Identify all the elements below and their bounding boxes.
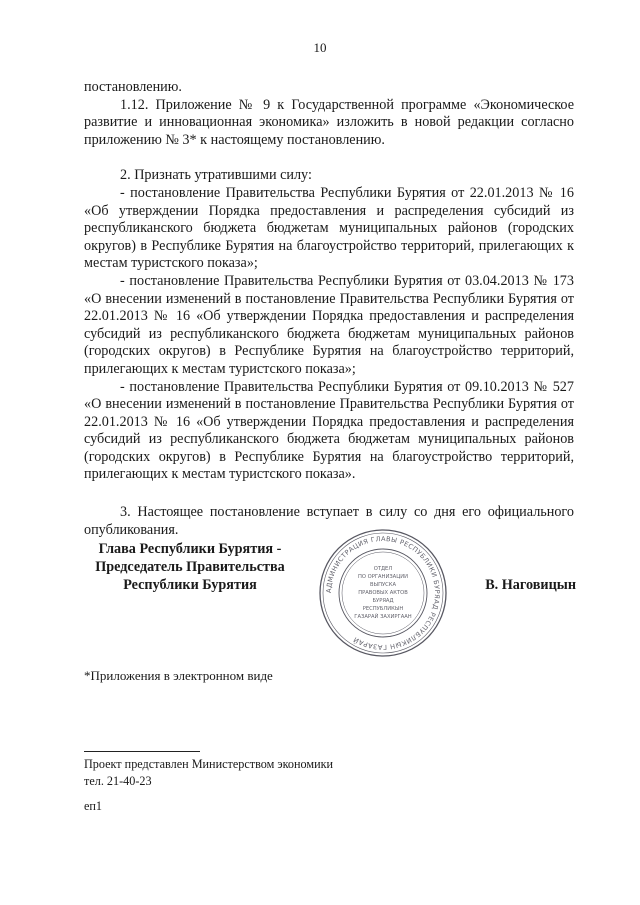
seal-center-line-3: ВЫПУСКА [369,582,397,588]
signature-block [84,534,576,652]
seal-center-line-5: БУРЯАД [372,598,394,604]
seal-center-line-4: ПРАВОВЫХ АКТОВ [358,590,408,596]
official-seal-stamp [316,526,450,660]
seal-center-line-2: ПО ОРГАНИЗАЦИИ [357,574,409,580]
seal-center-line-6: РЕСПУБЛИКЫН [362,606,404,612]
seal-ring-text: АДМИНИСТРАЦИЯ ГЛАВЫ РЕСПУБЛИКИ БУРЯАД РЕСПУБЛИКЫН ГАЗАРАЙ [324,534,442,652]
signer-title [84,541,296,594]
phone-line: тел. 21-40-23 [84,773,152,788]
footer-note [84,756,333,789]
repealed-act-3: - постановление Правительства Республики Бурятия от 09.10.2013 № 527 «О внесении изменений в постановление Правительства Республики Бурятия от 22.01.2013 № 16 «Об утверждении Порядка предоставления и распределения субсидий из республиканского бюджета бюджетам муниципальных районов (городских округов) в Республике Бурятия на благоустройство территорий, прилегающих к местам туристского показа». [84,378,574,483]
project-submitter-line: Проект представлен Министерством экономики [84,757,334,771]
paragraph-2-intro: 2. Признать утратившими силу: [120,167,312,184]
repealed-act-1: - постановление Правительства Республики Бурятия от 22.01.2013 № 16 «Об утверждении Порядка предоставления и распределения субсидий из республиканского бюджета бюджетам муниципальных районов (городских округов) в Республике Бурятия на благоустройство территорий, прилегающих к местам туристского показа»; [84,184,574,272]
signer-title-line-1: Глава Республики Бурятия - [98,541,282,557]
page-number: 10 [313,40,327,55]
seal-center-line-1: ОТДЕЛ [373,566,393,572]
signer-title-line-2: Председатель Правительства [95,558,285,575]
signer-title-line-3: Республики Бурятия [123,576,257,593]
footer-divider [84,751,200,752]
paragraph-3: 3. Настоящее постановление вступает в силу со дня его официального опубликования. [84,504,574,538]
document-code: еп1 [84,799,103,813]
continuation-text: постановлению. [84,79,182,95]
paragraph-1-12: 1.12. Приложение № 9 к Государственной программе «Экономическое развитие и инновационная экономика» изложить в новой редакции согласно приложению № 3* к настоящему постановлению. [84,96,574,148]
repealed-act-2: - постановление Правительства Республики Бурятия от 03.04.2013 № 173 «О внесении изменений в постановление Правительства Республики Бурятия от 22.01.2013 № 16 «Об утверждении Порядка предоставления и распределения субсидий из республиканского бюджета бюджетам муниципальных районов (городских округов) в Республике Бурятия на благоустройство территорий, прилегающих к местам туристского показа»; [84,272,574,377]
seal-center-line-7: ГАЗАРАЙ ЗАХИРГААН [354,614,412,620]
attachments-note: *Приложения в электронном виде [84,668,273,683]
signer-name: В. Наговицын [485,577,576,593]
document-body [84,79,574,539]
